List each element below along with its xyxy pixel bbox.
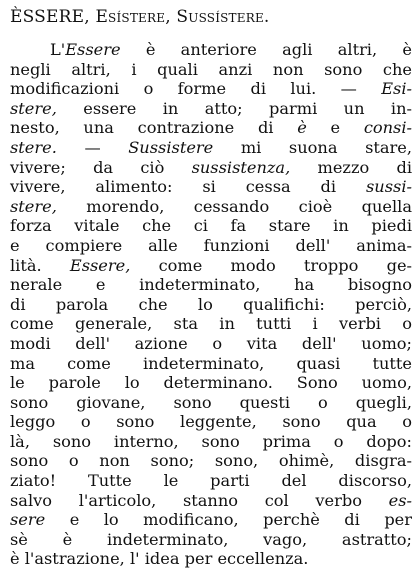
text-run: modificazioni o forme di lui. —	[10, 79, 382, 99]
text-run: mezzo di	[290, 157, 412, 177]
text-run: sono giovane, sono questi o quegli,	[10, 392, 412, 412]
text-line	[10, 451, 412, 471]
italic-term: stere.	[10, 137, 57, 157]
text-line	[10, 40, 412, 60]
text-run: leggo o sono leggente, sono qua o	[10, 412, 412, 432]
text-run: di parola che lo qualifichi: perciò,	[10, 294, 412, 314]
italic-term: sussistenza,	[191, 157, 291, 177]
heading-period: .	[263, 7, 270, 27]
italic-term: Sussistere	[128, 137, 214, 157]
text-line	[10, 530, 412, 550]
text-run: e compiere alle funzioni dell' anima-	[10, 235, 412, 255]
text-run: come generale, sta in tutti i verbi o	[10, 314, 412, 334]
text-line	[10, 216, 412, 236]
text-run: forza vitale che ci fa stare in piedi	[10, 216, 412, 236]
text-run: ziato! Tutte le parti del discorso,	[10, 471, 412, 491]
text-run: sono o non sono; sono, ohimè, disgra-	[10, 451, 412, 471]
heading-term-essere: ÈSSERE,	[10, 7, 96, 27]
text-line	[10, 354, 412, 374]
text-run: e lo modificano, perchè di per	[45, 510, 412, 530]
text-run: là, sono interno, sono prima o dopo:	[10, 431, 412, 451]
text-line	[10, 549, 412, 569]
text-run: —	[56, 137, 129, 157]
text-line	[10, 158, 412, 178]
text-line	[10, 256, 412, 276]
text-run: negli altri, i quali anzi non sono che	[10, 59, 412, 79]
italic-term: Esi-	[381, 79, 412, 99]
text-line	[10, 510, 412, 530]
italic-term: sere	[10, 510, 46, 530]
text-run: nesto, una contrazione di	[10, 118, 298, 138]
text-line	[10, 491, 412, 511]
text-run: è anteriore agli altri, è	[120, 40, 412, 59]
italic-term: stere,	[10, 196, 57, 216]
text-run: nerale e indeterminato, ha bisogno	[10, 275, 412, 295]
text-line	[10, 197, 412, 217]
text-run: salvo l'articolo, stanno col verbo	[10, 490, 389, 510]
text-line	[10, 138, 412, 158]
text-line	[10, 79, 412, 99]
text-run: ma come indeterminato, quasi tutte	[10, 353, 412, 373]
italic-term: stere,	[10, 98, 57, 118]
text-line	[10, 275, 412, 295]
text-run: le parole lo determinano. Sono uomo,	[10, 373, 412, 393]
text-run: come modo troppo ge-	[130, 255, 412, 275]
text-line	[10, 393, 412, 413]
entry-body	[10, 40, 412, 569]
italic-term: Essere	[65, 40, 121, 59]
dictionary-entry	[10, 6, 412, 569]
heading-term-sussistere: Sussístere	[176, 7, 264, 27]
text-run: vivere; da ciò	[10, 157, 192, 177]
text-line	[10, 471, 412, 491]
italic-term: consi-	[363, 118, 413, 138]
entry-heading	[10, 6, 412, 28]
italic-term: es-	[388, 490, 412, 510]
text-line	[10, 99, 412, 119]
text-run: morendo, cessando cioè quella	[56, 196, 412, 216]
text-run: lità.	[10, 255, 70, 275]
italic-term: sussi-	[366, 177, 412, 197]
text-line	[10, 60, 412, 80]
text-run: e	[306, 118, 364, 138]
text-run: modi dell' azione o vita dell' uomo;	[10, 333, 412, 353]
text-line	[10, 177, 412, 197]
text-line	[10, 314, 412, 334]
text-line	[10, 334, 412, 354]
heading-separator: ,	[165, 7, 177, 27]
text-run: L'	[50, 40, 66, 59]
text-run: mi suona stare,	[213, 137, 412, 157]
text-run: sè è indeterminato, vago, astratto;	[10, 529, 412, 549]
text-run: vivere, alimento: si cessa di	[10, 177, 366, 197]
text-line	[10, 236, 412, 256]
text-line	[10, 412, 412, 432]
text-line	[10, 373, 412, 393]
heading-term-esistere: Esístere	[95, 7, 166, 27]
text-run: è l'astrazione, l' idea per eccellenza.	[10, 549, 309, 569]
italic-term: è	[297, 118, 307, 138]
text-line	[10, 432, 412, 452]
italic-term: Essere,	[69, 255, 131, 275]
text-line	[10, 295, 412, 315]
text-line	[10, 118, 412, 138]
text-run: essere in atto; parmi un in-	[56, 98, 412, 118]
